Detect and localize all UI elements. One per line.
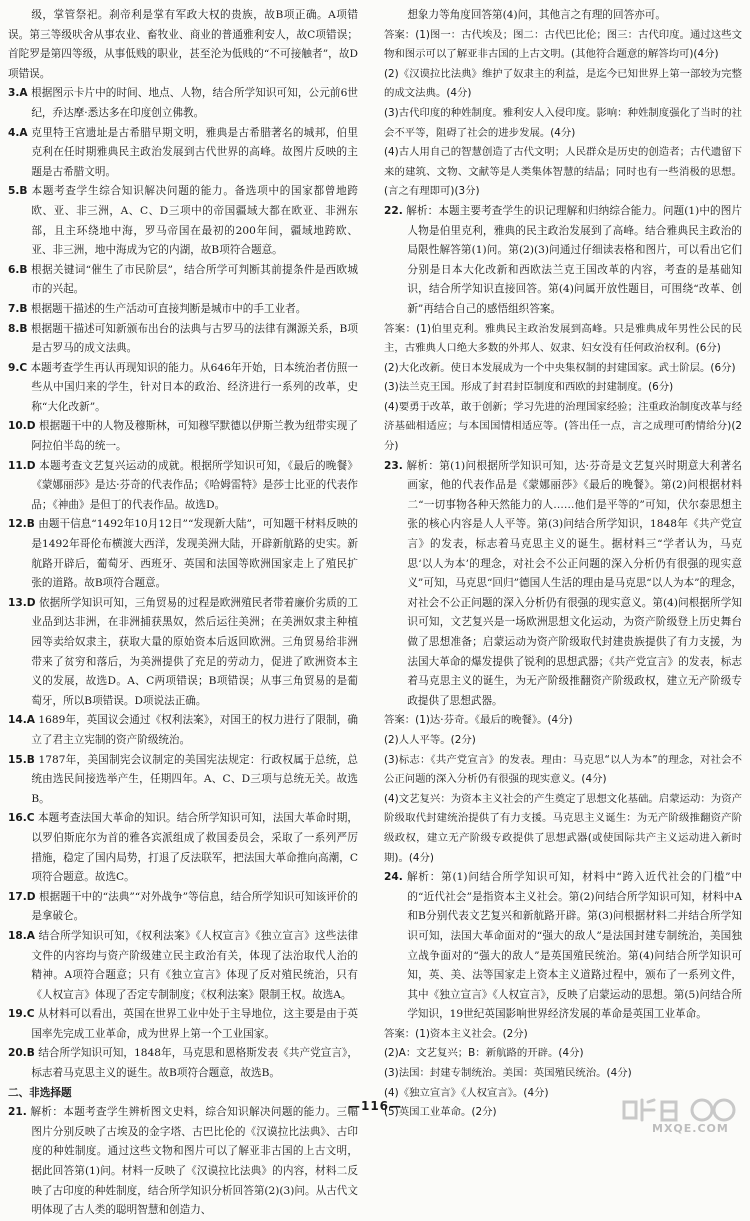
watermark-logo-icon	[618, 1096, 736, 1124]
paragraph-text: (3)法兰克王国。形成了封君封臣制度和西欧的封建制度。(6分)	[384, 381, 674, 394]
right-column-paragraph	[384, 104, 742, 143]
paragraph-text: (2)《汉谟拉比法典》维护了奴隶主的利益，是迄今已知世界上第一部较为完整的成文法典。(4分)	[384, 67, 742, 100]
question-number: 21.	[8, 1106, 27, 1119]
paragraph-text: 解析：第(1)问结合所学知识可知，材料中“跨入近代社会的门槛”中的“近代社会”是指资本主义社会。第(2)问结合所学知识可知，材料中A和B分别代表文艺复兴和新航路开辟。第(3)问根据材料二并结合所学知识可知，法国大革命面对的“强大的敌人”是法国封建专制统治，美国独立战争面对的“强大的敌人”是英国殖民统治。第(4)问结合所学知识可知，英、美、法等国家走上资本主义道路过程中，颁布了一系列文件，其中《独立宣言》《人权宣言》，反映了启蒙运动的思想。第(5)问结合所学知识，19世纪英国影响世界经济发展的革命是英国工业革命。	[406, 871, 742, 1021]
right-column-paragraph	[384, 202, 742, 320]
paragraph-text: (2)A：文艺复兴；B：新航路的开辟。(4分)	[384, 1047, 584, 1060]
left-column-paragraph	[8, 809, 358, 887]
paragraph-text: 答案：(1)伯里克利。雅典民主政治发展到高峰。只是雅典成年男性公民的民主，古雅典人口绝大多数的外邦人、奴隶、妇女没有任何政治权利。(6分)	[384, 322, 742, 355]
left-column-paragraph	[8, 594, 358, 712]
paragraph-text: 本题考查学生综合知识解决问题的能力。备选项中的国家都曾地跨欧、亚、非三洲，A、C、D三项中的帝国疆域大都在欧亚、非洲东部，且主环绕地中海，罗马帝国在最初的200年间，疆域地跨欧、亚、非三洲，地中海成为它的内湖，故B项符合题意。	[31, 185, 358, 257]
paragraph-text: 想象力等角度回答第(4)问，其他言之有理的回答亦可。	[407, 9, 666, 21]
right-column-paragraph	[384, 751, 742, 790]
paragraph-text: 1787年，美国制宪会议制定的美国宪法规定：行政权属于总统，总统由选民间接选举产生，任期四年。A、C、D三项与总统无关。故选B。	[31, 753, 358, 805]
paragraph-text: 本题考查法国大革命的知识。结合所学知识可知，法国大革命时期，以罗伯斯庇尔为首的雅各宾派组成了救国委员会，采取了一系列严厉措施，稳定了国内局势，打退了反法联军，把法国大革命推向高潮，C项符合题意。故选C。	[31, 812, 358, 884]
left-column-paragraph	[8, 320, 358, 359]
question-number: 5.B	[8, 185, 28, 198]
right-column-paragraph	[384, 398, 742, 457]
paragraph-text: (4)《独立宣言》《人权宣言》。(4分)	[384, 1086, 549, 1099]
question-number: 4.A	[8, 126, 28, 139]
left-column-paragraph	[8, 84, 358, 123]
right-column-paragraph	[384, 868, 742, 1025]
right-column-paragraph	[384, 790, 742, 868]
left-column-paragraph	[8, 1005, 358, 1044]
paragraph-text: 结合所学知识可知，1848年，马克思和恩格斯发表《共产党宣言》，标志着马克思主义的诞生。故B项符合题意，故选B。	[31, 1047, 358, 1080]
paragraph-text: 从材料可以看出，英国在世界工业中处于主导地位，这主要是由于英国率先完成工业革命，成为世界上第一个工业国家。	[31, 1008, 358, 1040]
question-number: 20.B	[8, 1047, 35, 1060]
paragraph-text: 由题干信息“1492年10月12日”“发现新大陆”，可知题干材料反映的是1492年哥伦布横渡大西洋，发现美洲大陆，开辟新航路的史实。新航路开辟后，葡萄牙、西班牙、英国和法国等欧洲国家走上了殖民扩张的道路。故B项符合题意。	[31, 518, 358, 590]
page-number: —116—	[347, 1099, 403, 1113]
paragraph-text: 根据题干中的“法典”“对外战争”等信息，结合所学知识可知该评价的是拿破仑。	[31, 890, 358, 923]
paragraph-text: 本题考查学生再认再现知识的能力。从646年开始，日本统治者仿照一些从中国归来的学生，针对日本的政治、经济进行一系列的改革，史称“大化改新”。	[30, 361, 358, 413]
question-number: 3.A	[8, 87, 28, 100]
paragraph-text: (3)法国：封建专制统治。美国：英国殖民统治。(4分)	[384, 1067, 632, 1080]
question-number: 17.D	[8, 890, 36, 903]
paragraph-text: (4)文艺复兴：为资本主义社会的产生奠定了思想文化基础。启蒙运动：为资产阶级取代封建统治提供了有力支援。马克思主义诞生：为无产阶级推翻资产阶级政权，建立无产阶级专政提供了思想武器(或使国际共产主义运动进入新时期)。(4分)	[384, 792, 742, 864]
right-column-paragraph	[384, 1044, 742, 1064]
question-number: 9.C	[8, 361, 28, 374]
paragraph-text: 依据所学知识可知，三角贸易的过程是欧洲殖民者带着廉价劣质的工业品到达非洲，在非洲捕获黑奴，然后运往美洲；在美洲奴隶主种植园等卖给奴隶主，获取大量的原始资本后返回欧洲。三角贸易给非洲带来了贫穷和落后，为美洲提供了充足的劳动力，促进了欧洲资本主义的发展，故选D。A、C两项错误；B项错误；从事三角贸易的是葡萄牙，所以B项错误。D项说法正确。	[31, 596, 359, 707]
question-number: 22.	[384, 204, 403, 217]
paragraph-text: 根据图示卡片中的时间、地点、人物，结合所学知识可知，公元前6世纪，乔达摩·悉达多在印度创立佛教。	[31, 87, 358, 119]
paragraph-text: 结合所学知识可知，《权利法案》《人权宣言》《独立宣言》这些法律文件的内容均与资产阶级建立民主政治有关，体现了法治取代人治的精神。A项符合题意；只有《独立宣言》体现了反对殖民统治，只有《人权宣言》体现了否定专制制度；《权利法案》限制王权。故选A。	[31, 929, 358, 1001]
right-column-paragraph	[384, 26, 742, 65]
question-number: 23.	[384, 459, 403, 472]
right-column-paragraph	[384, 65, 742, 104]
paragraph-text: 根据关键词“催生了市民阶层”，结合所学可判断其前提条件是西欧城市的兴起。	[31, 263, 358, 296]
right-column-paragraph	[384, 457, 742, 712]
watermark	[618, 1096, 736, 1136]
paragraph-text: 级，掌管祭祀。刹帝利是掌有军政大权的贵族，故B项正确。A项错误。第三等级吠舍从事农业、畜牧业、商业的普通雅利安人，故C项错误；首陀罗是第四等级，从事低贱的职业，甚至沦为低贱的“不可接触者”，故D项错误。	[8, 9, 358, 80]
paragraph-text: 根据题干描述的生产活动可直接判断是城市中的手工业者。	[30, 302, 307, 315]
paragraph-text: 本题考查文艺复兴运动的成就。根据所学知识可知，《最后的晚餐》《蒙娜丽莎》是达·芬奇的代表作品；《哈姆雷特》是莎士比亚的代表作品；《神曲》是但丁的代表作品。故选D。	[31, 459, 358, 511]
left-column-paragraph	[8, 417, 358, 456]
right-column	[384, 6, 742, 1123]
left-column-paragraph	[8, 6, 358, 84]
paragraph-text: (2)大化改新。使日本发展成为一个中央集权制的封建国家。武士阶层。(6分)	[384, 361, 736, 374]
question-number: 24.	[384, 871, 403, 884]
question-number: 12.B	[8, 518, 35, 531]
question-number: 18.A	[8, 929, 35, 942]
paragraph-text: 根据题干中的人物及穆斯林，可知穆罕默德以伊斯兰教为纽带实现了阿拉伯半岛的统一。	[31, 420, 359, 453]
right-column-paragraph	[384, 1025, 742, 1045]
paragraph-text: 1689年，英国议会通过《权利法案》，对国王的权力进行了限制，确立了君主立宪制的资产阶级统治。	[31, 714, 358, 746]
question-number: 16.C	[8, 812, 35, 825]
right-column-paragraph	[384, 378, 742, 398]
left-column	[8, 6, 358, 1221]
left-column-paragraph	[8, 300, 358, 320]
paragraph-text: 解析：第(1)问根据所学知识可知，达·芬奇是文艺复兴时期意大利著名画家，他的代表作品是《蒙娜丽莎》《最后的晚餐》。第(2)问根据材料二“一切事物各种天然能力的人……他们是平等的”可知，伏尔泰思想主张的核心内容是人人平等。第(3)问结合所学知识，1848年《共产党宣言》的发表，标志着马克思主义的诞生。据材料三“学者认为，马克思‘以人为本’的理念，对社会不公正问题的深入分析仍有很强的现实意义”可知，马克思“回归”德国人生活的理由是马克思“以人为本”的理念，对社会不公正问题的深入分析仍有很强的现实意义。第(4)问根据所学知识可知，文艺复兴是一场欧洲思想文化运动，为资产阶级登上历史舞台做了思想准备；启蒙运动为资产阶级取代封建贵族提供了有力支援，为法国大革命的爆发提供了锐利的思想武器；《共产党宣言》的发表，标志着马克思主义的诞生，为无产阶级推翻资产阶级政权，建立无产阶级专政提供了思想武器。	[406, 459, 742, 707]
paragraph-text: 二、非选择题	[8, 1086, 72, 1099]
right-column-paragraph	[384, 143, 742, 202]
paragraph-text: 答案：(1)资本主义社会。(2分)	[384, 1027, 528, 1040]
paragraph-text: (4)古人用自己的智慧创造了古代文明；人民群众是历史的创造者；古代遗留下来的建筑、文物、文献等是人类集体智慧的结晶；同时也有一些消极的思想。(言之有理即可)(3分)	[384, 146, 742, 198]
paragraph-text: 根据题干描述可知新颁布出台的法典与古罗马的法律有渊源关系，B项是古罗马的成文法典。	[30, 322, 358, 355]
question-number: 19.C	[8, 1008, 35, 1021]
question-number: 10.D	[8, 420, 36, 433]
left-column-paragraph	[8, 711, 358, 750]
left-column-paragraph	[8, 1044, 358, 1083]
left-column-paragraph	[8, 182, 358, 260]
right-column-paragraph	[384, 359, 742, 379]
question-number: 7.B	[8, 302, 28, 315]
question-number: 15.B	[8, 753, 35, 766]
left-column-paragraph	[8, 751, 358, 810]
left-column-paragraph	[8, 261, 358, 300]
paragraph-text: 解析：本题主要考查学生的识记理解和归纳综合能力。问题(1)中的图片人物是伯里克利，雅典的民主政治发展到了高峰。结合雅典民主政治的局限性解答第(1)问。第(2)(3)问通过仔细读表格和图片，可以看出它们分别是日本大化改新和西欧法兰克王国改革的内容，考查的是基础知识，结合所学知识直接回答。第(4)问属开放性题目，可围绕“改革、创新”再结合自己的感悟组织答案。	[406, 204, 742, 315]
paragraph-text: 解析：本题考查学生辨析图文史料，综合知识解决问题的能力。三幅图片分别反映了古埃及的金字塔、古巴比伦的《汉谟拉比法典》、古印度的种姓制度。通过这些文物和图片可以了解亚非古国的上古文明，据此回答第(1)问。材料一反映了《汉谟拉比法典》的内容，材料二反映了古印度的种姓制度，结合所学知识分析回答第(2)(3)问。从古代文明体现了古人类的聪明智慧和创造力、	[30, 1106, 358, 1217]
left-column-paragraph	[8, 359, 358, 418]
left-column-paragraph	[8, 927, 358, 1005]
paragraph-text: 答案：(1)达·芬奇。《最后的晚餐》。(4分)	[384, 714, 573, 727]
question-number: 11.D	[8, 459, 36, 472]
paragraph-text: (3)古代印度的种姓制度。雅利安人入侵印度。影响：种姓制度强化了当时的社会不平等，阻碍了社会的进步发展。(4分)	[384, 106, 742, 139]
paragraph-text: (2)人人平等。(2分)	[384, 733, 476, 746]
paragraph-text: (3)标志：《共产党宣言》的发表。理由：马克思“以人为本”的理念，对社会不公正问题的深入分析仍有很强的现实意义。(4分)	[384, 753, 742, 786]
right-column-paragraph	[384, 731, 742, 751]
right-column-paragraph	[384, 320, 742, 359]
right-column-paragraph	[384, 6, 742, 26]
question-number: 14.A	[8, 714, 35, 727]
left-column-paragraph	[8, 888, 358, 927]
paragraph-text: (5)英国工业革命。(2分)	[384, 1106, 497, 1119]
left-column-paragraph	[8, 515, 358, 593]
question-number: 13.D	[8, 596, 36, 609]
right-column-paragraph	[384, 711, 742, 731]
left-column-paragraph	[8, 1103, 358, 1221]
question-number: 6.B	[8, 263, 28, 276]
paragraph-text: 答案：(1)图一：古代埃及；图二：古代巴比伦；图三：古代印度。通过这些文物和图示可以了解亚非古国的上古文明。(其他符合题意的解答均可)(4分)	[384, 28, 742, 61]
right-column-paragraph	[384, 1064, 742, 1084]
question-number: 8.B	[8, 322, 28, 335]
paragraph-text: (4)要勇于改革，敢于创新；学习先进的治理国家经验；注重政治制度改革与经济基础相适应；与本国国情相适应等。(答出任一点，言之成理可酌情给分)(2分)	[384, 400, 742, 453]
paragraph-text: 克里特王宫遗址是古希腊早期文明，雅典是古希腊著名的城邦，伯里克利在任时期雅典民主政治发展到古代世界的高峰。故图片反映的主题是古希腊文明。	[31, 126, 359, 178]
left-column-paragraph	[8, 457, 358, 516]
left-column-paragraph	[8, 124, 358, 183]
watermark-url: MXQE.COM	[652, 1122, 729, 1135]
